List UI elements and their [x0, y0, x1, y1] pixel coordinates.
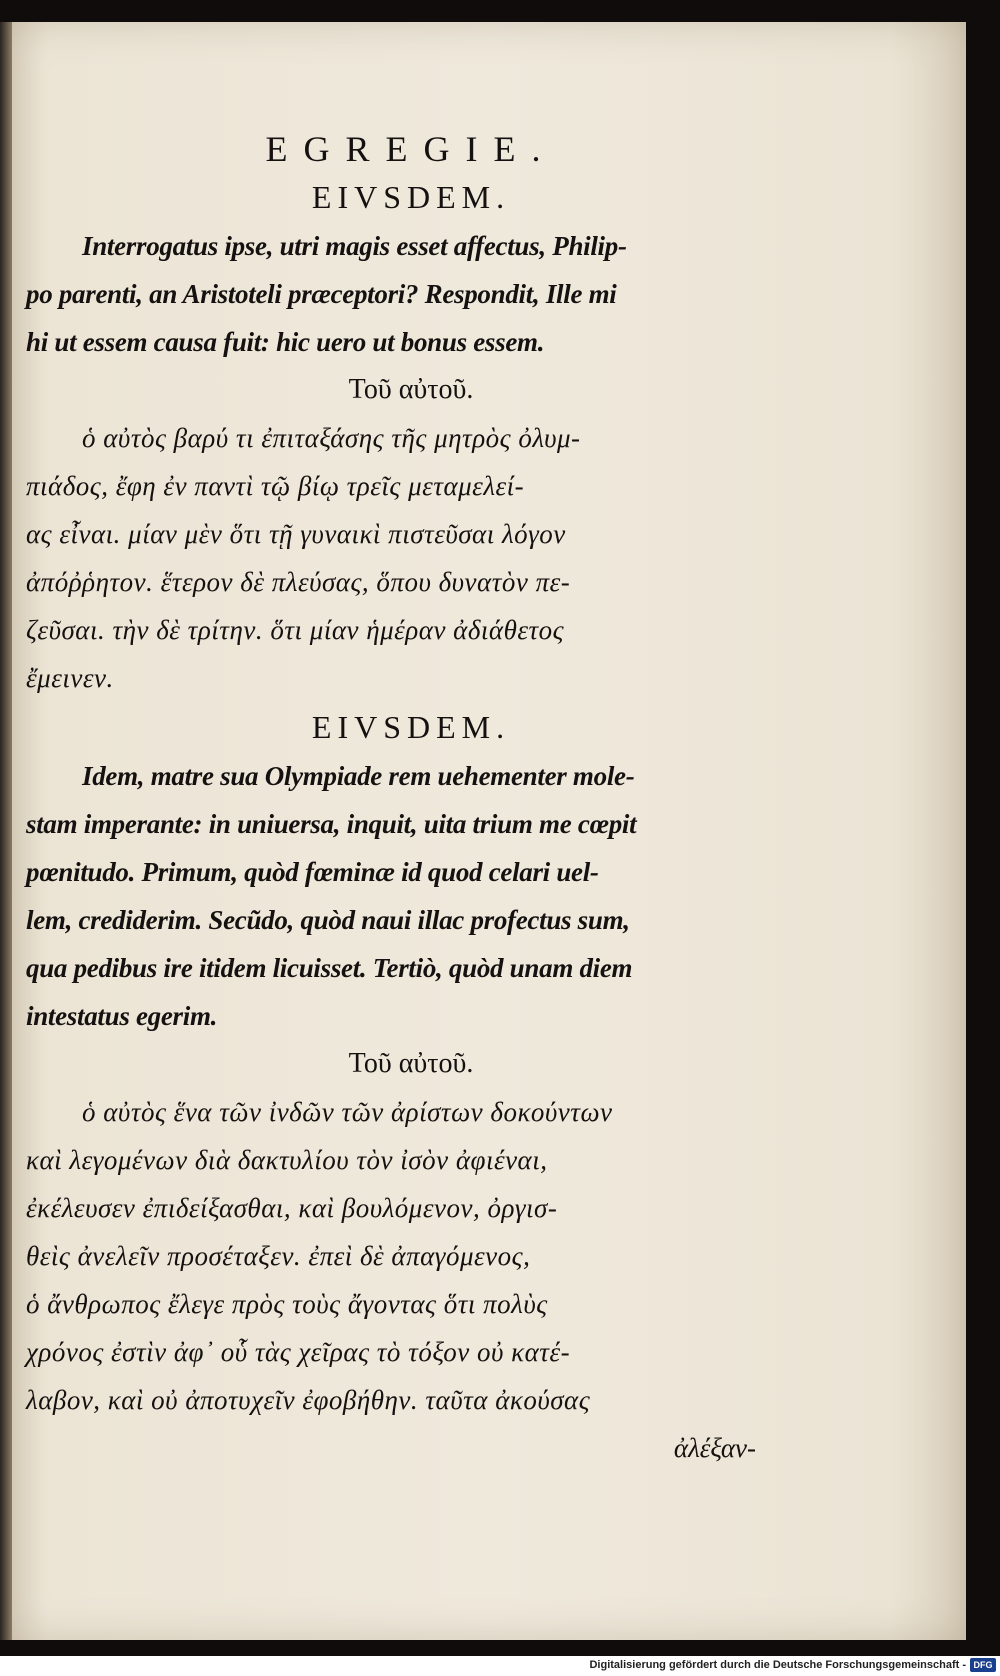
footer-credit: Digitalisierung gefördert durch die Deutsche Forschungsgemeinschaft - [589, 1659, 966, 1671]
text-line: ὁ ἄνθρωπος ἔλεγε πρὸς τοὺς ἄγοντας ὅτι πολὺς [26, 1289, 548, 1319]
text-line: ας εἶναι. μίαν μὲν ὅτι τῇ γυναικὶ πιστεῦσαι λόγον [26, 519, 566, 549]
page-right-border [966, 22, 1000, 1656]
text-line: χρόνος ἐστὶν ἀφ᾽ οὗ τὰς χεῖρας τὸ τόξον οὐ κατέ- [26, 1337, 571, 1367]
catchword: ἀλέξαν- [673, 1433, 756, 1463]
section-heading: Τοῦ αὐτοῦ. [348, 1048, 474, 1079]
text-line: καὶ λεγομένων διὰ δακτυλίου τὸν ἰσὸν ἀφιέναι, [26, 1145, 548, 1175]
text-line: ὁ αὐτὸς βαρύ τι ἐπιταξάσης τῆς μητρὸς ὀλυμ- [82, 423, 581, 453]
section-3 [26, 702, 756, 1040]
text-line: Idem, matre sua Olympiade rem uehementer mole- [82, 761, 635, 791]
text-line: pœnitudo. Primum, quòd fœminæ id quod celari uel- [26, 857, 599, 887]
text-line: lem, crediderim. Secũdo, quòd naui illac profectus sum, [26, 905, 630, 935]
section-2 [26, 366, 756, 702]
section-heading: EIVSDEM. [311, 709, 511, 745]
text-line: ζεῦσαι. τὴν δὲ τρίτην. ὅτι μίαν ἡμέραν ἀδιάθετος [26, 615, 565, 645]
text-line: hi ut essem causa fuit: hic uero ut bonus essem. [26, 327, 545, 357]
text-line: Interrogatus ipse, utri magis esset affectus, Philip- [82, 231, 627, 261]
text-line: intestatus egerim. [26, 1001, 218, 1031]
page-text [26, 118, 756, 1472]
text-line: ὁ αὐτὸς ἕνα τῶν ἰνδῶν τῶν ἀρίστων δοκούντων [82, 1097, 613, 1127]
section-1 [26, 172, 756, 366]
text-line: ἔμεινεν. [26, 663, 114, 693]
text-line: ἀπόῤῥητον. ἕτερον δὲ πλεύσας, ὅπου δυνατὸν πε- [26, 567, 571, 597]
text-line: θεὶς ἀνελεῖν προσέταξεν. ἐπεὶ δὲ ἀπαγόμενος, [26, 1241, 531, 1271]
section-heading: Τοῦ αὐτοῦ. [348, 374, 474, 405]
running-head: EGREGIE. [265, 129, 557, 169]
section-4 [26, 1040, 756, 1472]
text-line: λαβον, καὶ οὐ ἀποτυχεῖν ἐφοβήθην. ταῦτα ἀκούσας [26, 1385, 591, 1415]
text-line: stam imperante: in uniuersa, inquit, uita trium me cœpit [26, 809, 637, 839]
text-line: ἐκέλευσεν ἐπιδείξασθαι, καὶ βουλόμενον, ὀργισ- [26, 1193, 558, 1223]
page-gutter [0, 22, 12, 1640]
text-line: πιάδος, ἔφη ἐν παντὶ τῷ βίῳ τρεῖς μεταμελεί- [26, 471, 525, 501]
dfg-logo: DFG [970, 1658, 996, 1672]
text-line: po parenti, an Aristoteli præceptori? Respondit, Ille mi [26, 279, 617, 309]
section-heading: EIVSDEM. [311, 179, 511, 215]
text-line: qua pedibus ire itidem licuisset. Tertiò, quòd unam diem [26, 953, 633, 983]
